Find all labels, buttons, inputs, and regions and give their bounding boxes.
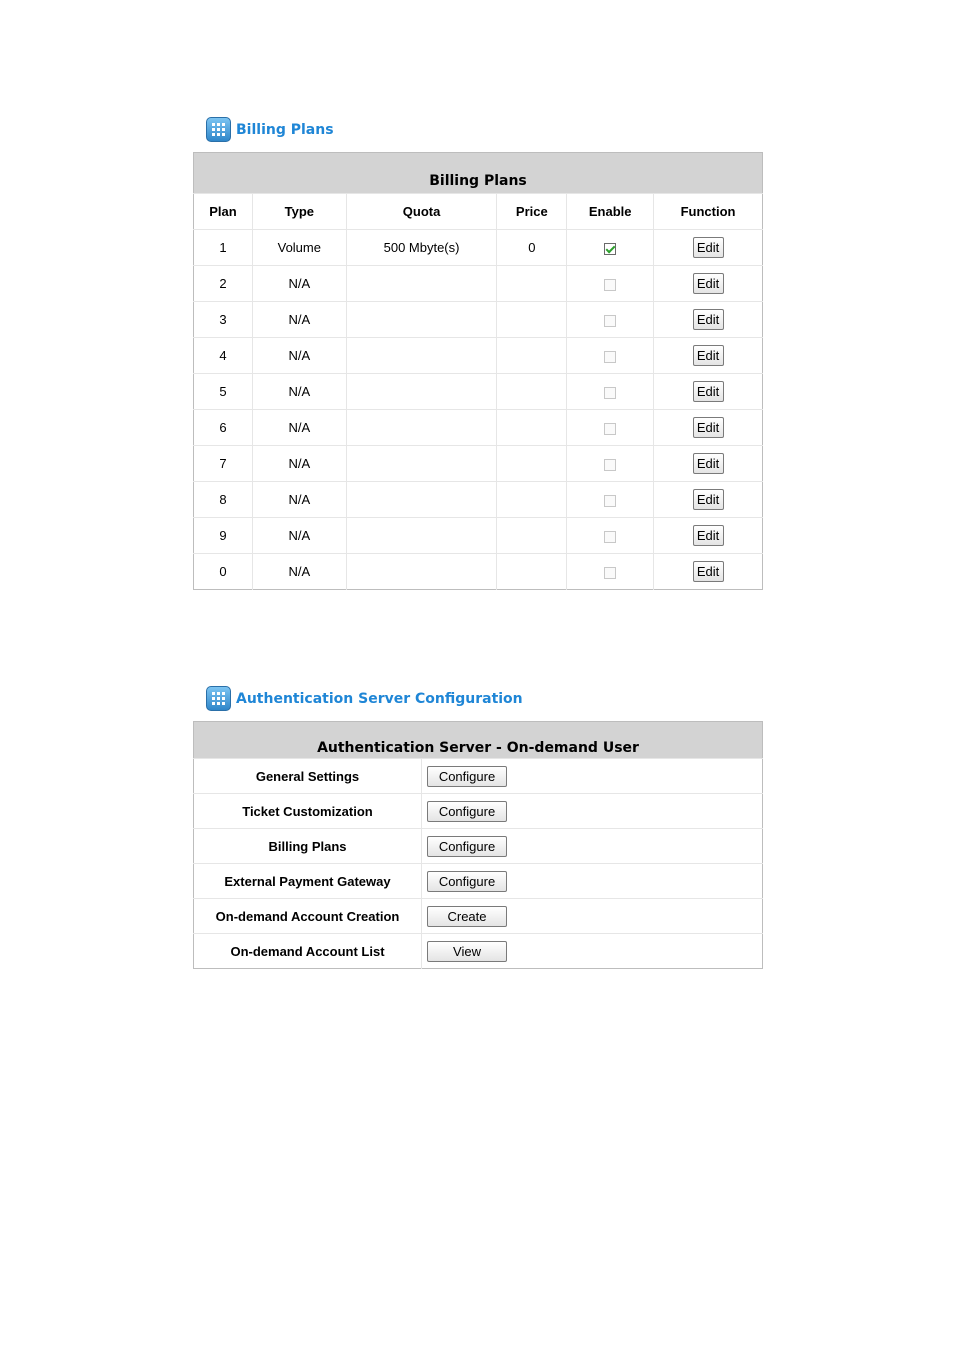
enable-checkbox[interactable]: [604, 423, 616, 435]
plan-price: 0: [497, 230, 567, 266]
table-row: [194, 338, 763, 374]
enable-cell: [567, 338, 654, 374]
grid-icon: [206, 117, 231, 142]
enable-cell: [567, 446, 654, 482]
plan-type: N/A: [252, 554, 346, 590]
edit-button[interactable]: Edit: [693, 309, 724, 330]
table-row: [194, 374, 763, 410]
plan-type: N/A: [252, 266, 346, 302]
edit-button[interactable]: Edit: [693, 453, 724, 474]
plan-type: Volume: [252, 230, 346, 266]
table-row: [194, 934, 763, 969]
enable-cell: [567, 266, 654, 302]
grid-icon: [206, 686, 231, 711]
plan-quota: [346, 410, 497, 446]
plan-number: 2: [194, 266, 253, 302]
create-button[interactable]: Create: [427, 906, 507, 927]
auth-section-header: [206, 686, 523, 711]
column-header-quota: Quota: [346, 194, 497, 230]
enable-checkbox[interactable]: [604, 387, 616, 399]
plan-price: [497, 374, 567, 410]
enable-cell: [567, 374, 654, 410]
edit-button[interactable]: Edit: [693, 237, 724, 258]
setting-label: On-demand Account List: [194, 934, 422, 969]
edit-button[interactable]: Edit: [693, 345, 724, 366]
billing-section-header: [206, 117, 334, 142]
enable-checkbox[interactable]: [604, 531, 616, 543]
table-row: [194, 302, 763, 338]
setting-label: General Settings: [194, 759, 422, 794]
billing-header-row: [194, 194, 763, 230]
plan-number: 3: [194, 302, 253, 338]
function-cell: [654, 302, 763, 338]
table-row: [194, 410, 763, 446]
column-header-type: Type: [252, 194, 346, 230]
plan-price: [497, 410, 567, 446]
enable-checkbox[interactable]: [604, 279, 616, 291]
table-row: [194, 446, 763, 482]
table-row: [194, 794, 763, 829]
plan-type: N/A: [252, 302, 346, 338]
setting-label: Ticket Customization: [194, 794, 422, 829]
enable-checkbox[interactable]: [604, 315, 616, 327]
plan-number: 9: [194, 518, 253, 554]
table-row: [194, 230, 763, 266]
enable-cell: [567, 302, 654, 338]
plan-quota: [346, 554, 497, 590]
plan-quota: [346, 338, 497, 374]
function-cell: [654, 410, 763, 446]
plan-price: [497, 554, 567, 590]
enable-cell: [567, 410, 654, 446]
action-cell: [422, 934, 763, 969]
plan-type: N/A: [252, 518, 346, 554]
plan-type: N/A: [252, 482, 346, 518]
function-cell: [654, 482, 763, 518]
function-cell: [654, 374, 763, 410]
setting-label: On-demand Account Creation: [194, 899, 422, 934]
configure-button[interactable]: Configure: [427, 801, 507, 822]
plan-quota: [346, 482, 497, 518]
plan-type: N/A: [252, 410, 346, 446]
enable-cell: [567, 554, 654, 590]
enable-cell: [567, 482, 654, 518]
setting-label: External Payment Gateway: [194, 864, 422, 899]
setting-label: Billing Plans: [194, 829, 422, 864]
action-cell: [422, 759, 763, 794]
plan-type: N/A: [252, 338, 346, 374]
plan-number: 6: [194, 410, 253, 446]
billing-section-title: Billing Plans: [236, 121, 334, 138]
plan-number: 1: [194, 230, 253, 266]
configure-button[interactable]: Configure: [427, 871, 507, 892]
enable-checkbox[interactable]: [604, 459, 616, 471]
table-row: [194, 829, 763, 864]
plan-number: 8: [194, 482, 253, 518]
plan-quota: [346, 302, 497, 338]
plan-quota: [346, 518, 497, 554]
plan-price: [497, 266, 567, 302]
action-cell: [422, 864, 763, 899]
action-cell: [422, 829, 763, 864]
table-row: [194, 482, 763, 518]
plan-price: [497, 518, 567, 554]
action-cell: [422, 794, 763, 829]
configure-button[interactable]: Configure: [427, 766, 507, 787]
column-header-plan: Plan: [194, 194, 253, 230]
plan-quota: [346, 446, 497, 482]
plan-quota: [346, 266, 497, 302]
column-header-function: Function: [654, 194, 763, 230]
plan-price: [497, 302, 567, 338]
enable-checkbox[interactable]: [604, 243, 616, 255]
plan-number: 5: [194, 374, 253, 410]
plan-quota: 500 Mbyte(s): [346, 230, 497, 266]
table-row: [194, 899, 763, 934]
enable-cell: [567, 518, 654, 554]
column-header-enable: Enable: [567, 194, 654, 230]
table-row: [194, 864, 763, 899]
table-row: [194, 518, 763, 554]
function-cell: [654, 518, 763, 554]
plan-number: 7: [194, 446, 253, 482]
edit-button[interactable]: Edit: [693, 561, 724, 582]
edit-button[interactable]: Edit: [693, 489, 724, 510]
edit-button[interactable]: Edit: [693, 273, 724, 294]
plan-price: [497, 446, 567, 482]
function-cell: [654, 446, 763, 482]
function-cell: [654, 230, 763, 266]
enable-checkbox[interactable]: [604, 567, 616, 579]
auth-server-table: [193, 721, 763, 969]
enable-cell: [567, 230, 654, 266]
plan-quota: [346, 374, 497, 410]
table-row: [194, 554, 763, 590]
edit-button[interactable]: Edit: [693, 525, 724, 546]
table-row: [194, 266, 763, 302]
enable-checkbox[interactable]: [604, 495, 616, 507]
plan-type: N/A: [252, 374, 346, 410]
plan-number: 4: [194, 338, 253, 374]
function-cell: [654, 554, 763, 590]
plan-price: [497, 482, 567, 518]
plan-number: 0: [194, 554, 253, 590]
plan-type: N/A: [252, 446, 346, 482]
billing-plans-table: [193, 152, 763, 590]
edit-button[interactable]: Edit: [693, 417, 724, 438]
view-button[interactable]: View: [427, 941, 507, 962]
table-row: [194, 759, 763, 794]
function-cell: [654, 266, 763, 302]
column-header-price: Price: [497, 194, 567, 230]
action-cell: [422, 899, 763, 934]
function-cell: [654, 338, 763, 374]
auth-section-title: Authentication Server Configuration: [236, 690, 523, 707]
edit-button[interactable]: Edit: [693, 381, 724, 402]
billing-table-caption: Billing Plans: [194, 153, 763, 194]
plan-price: [497, 338, 567, 374]
configure-button[interactable]: Configure: [427, 836, 507, 857]
enable-checkbox[interactable]: [604, 351, 616, 363]
auth-table-caption: Authentication Server - On-demand User: [194, 722, 763, 759]
